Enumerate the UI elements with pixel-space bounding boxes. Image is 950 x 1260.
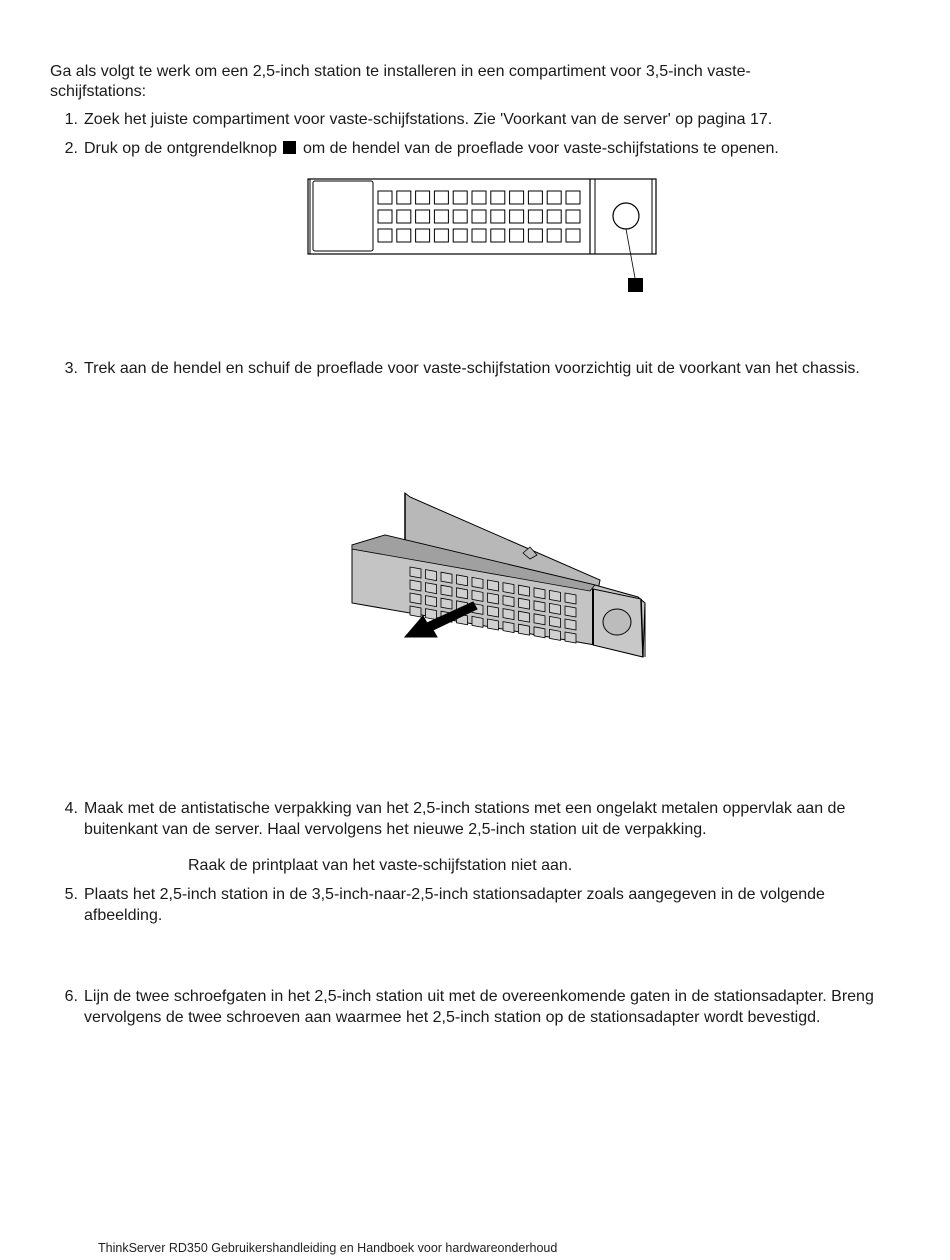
step-number: 6.	[64, 988, 78, 1005]
vent-hole	[565, 632, 576, 643]
vent-hole	[410, 567, 421, 578]
vent-hole	[426, 609, 437, 620]
vent-hole	[547, 229, 561, 242]
vent-hole	[566, 191, 580, 204]
release-button-icon	[603, 609, 631, 635]
vent-hole	[550, 603, 561, 614]
step-text	[84, 139, 890, 160]
vent-hole	[534, 601, 545, 612]
vent-hole	[488, 593, 499, 604]
vent-hole	[510, 210, 524, 223]
step-text: Lijn de twee schroefgaten in het 2,5-inch station uit met de overeenkomende gaten in de stationsadapter. Breng vervolgens de twee schroeven aan waarmee het 2,5-inch station op de stationsadapter wordt bevestigd.	[84, 988, 874, 1026]
step-number: 1.	[64, 111, 78, 128]
vent-hole	[565, 606, 576, 617]
vent-hole	[519, 611, 530, 622]
drive-tray-front-figure	[305, 175, 665, 295]
vent-hole	[510, 191, 524, 204]
vent-hole	[488, 606, 499, 617]
vent-hole	[566, 229, 580, 242]
vent-hole	[510, 229, 524, 242]
drive-tray-slide-out-figure	[345, 485, 665, 665]
vent-hole	[491, 229, 505, 242]
step-text-before: Druk op de ontgrendelknop	[84, 140, 278, 157]
vent-hole	[519, 598, 530, 609]
step-text-after: om de hendel van de proeflade voor vaste-schijfstations te openen.	[302, 140, 779, 157]
vent-hole	[547, 191, 561, 204]
vent-hole	[441, 572, 452, 583]
vent-hole	[397, 210, 411, 223]
vent-hole	[426, 596, 437, 607]
vent-hole	[410, 606, 421, 617]
step-text: Maak met de antistatische verpakking van het 2,5-inch stations met een ongelakt metalen oppervlak aan de buitenkant van de server. Haal vervolgens het nieuwe 2,5-inch station uit de verpakking.	[84, 800, 846, 838]
vent-hole	[453, 210, 467, 223]
vent-hole	[457, 575, 468, 586]
step-text: Trek aan de hendel en schuif de proeflade voor vaste-schijfstation voorzichtig uit de voorkant van het chassis.	[84, 360, 860, 377]
vent-hole	[503, 622, 514, 633]
vent-hole	[519, 585, 530, 596]
vent-hole	[565, 619, 576, 630]
vent-hole	[472, 229, 486, 242]
vent-hole	[528, 191, 542, 204]
vent-hole	[397, 191, 411, 204]
step-3	[60, 359, 890, 380]
vent-hole	[534, 627, 545, 638]
step-5	[60, 885, 890, 926]
vent-hole	[503, 583, 514, 594]
step-number: 5.	[64, 886, 78, 903]
vent-hole	[534, 614, 545, 625]
page-footer: ThinkServer RD350 Gebruikershandleiding en Handboek voor hardwareonderhoud	[98, 1241, 558, 1255]
tray-label-panel	[313, 181, 373, 251]
vent-hole	[397, 229, 411, 242]
release-button-icon	[613, 203, 639, 229]
step-2	[60, 139, 890, 160]
vent-hole	[472, 210, 486, 223]
vent-hole	[378, 229, 392, 242]
vent-hole	[378, 191, 392, 204]
vent-hole	[441, 598, 452, 609]
vent-hole	[434, 210, 448, 223]
vent-hole	[503, 609, 514, 620]
vent-hole	[410, 593, 421, 604]
vent-hole	[416, 191, 430, 204]
intro-paragraph: Ga als volgt te werk om een 2,5-inch station te installeren in een compartiment voor 3,5-inch vaste-schijfstations:	[50, 63, 751, 100]
vent-hole	[453, 191, 467, 204]
step-4	[60, 799, 890, 840]
vent-hole	[528, 229, 542, 242]
vent-hole	[550, 629, 561, 640]
vent-hole	[491, 191, 505, 204]
vent-hole	[434, 229, 448, 242]
vent-hole	[457, 588, 468, 599]
vent-hole	[534, 588, 545, 599]
step-number: 2.	[64, 140, 78, 157]
vent-grid	[378, 191, 580, 242]
vent-hole	[547, 210, 561, 223]
step-text: Zoek het juiste compartiment voor vaste-schijfstations. Zie 'Voorkant van de server' op pagina 17.	[84, 111, 773, 128]
vent-hole	[472, 616, 483, 627]
black-square-callout-icon	[628, 278, 643, 292]
vent-hole	[550, 616, 561, 627]
vent-hole	[503, 596, 514, 607]
vent-hole	[519, 624, 530, 635]
vent-hole	[472, 577, 483, 588]
vent-hole	[434, 191, 448, 204]
vent-hole	[453, 229, 467, 242]
vent-hole	[565, 593, 576, 604]
step-number: 3.	[64, 360, 78, 377]
vent-hole	[550, 590, 561, 601]
vent-hole	[426, 570, 437, 581]
vent-hole	[472, 590, 483, 601]
black-square-callout-icon	[283, 141, 296, 154]
attention-note: Raak de printplaat van het vaste-schijfstation niet aan.	[188, 857, 573, 874]
vent-hole	[416, 210, 430, 223]
step-1	[60, 110, 890, 131]
vent-hole	[416, 229, 430, 242]
vent-hole	[426, 583, 437, 594]
vent-hole	[488, 580, 499, 591]
vent-hole	[528, 210, 542, 223]
vent-hole	[491, 210, 505, 223]
step-6	[60, 987, 890, 1028]
step-number: 4.	[64, 800, 78, 817]
step-text: Plaats het 2,5-inch station in de 3,5-inch-naar-2,5-inch stationsadapter zoals aangegeven in de volgende afbeelding.	[84, 886, 825, 924]
vent-hole	[472, 191, 486, 204]
vent-hole	[410, 580, 421, 591]
vent-hole	[441, 585, 452, 596]
vent-hole	[566, 210, 580, 223]
vent-hole	[378, 210, 392, 223]
vent-hole	[488, 619, 499, 630]
